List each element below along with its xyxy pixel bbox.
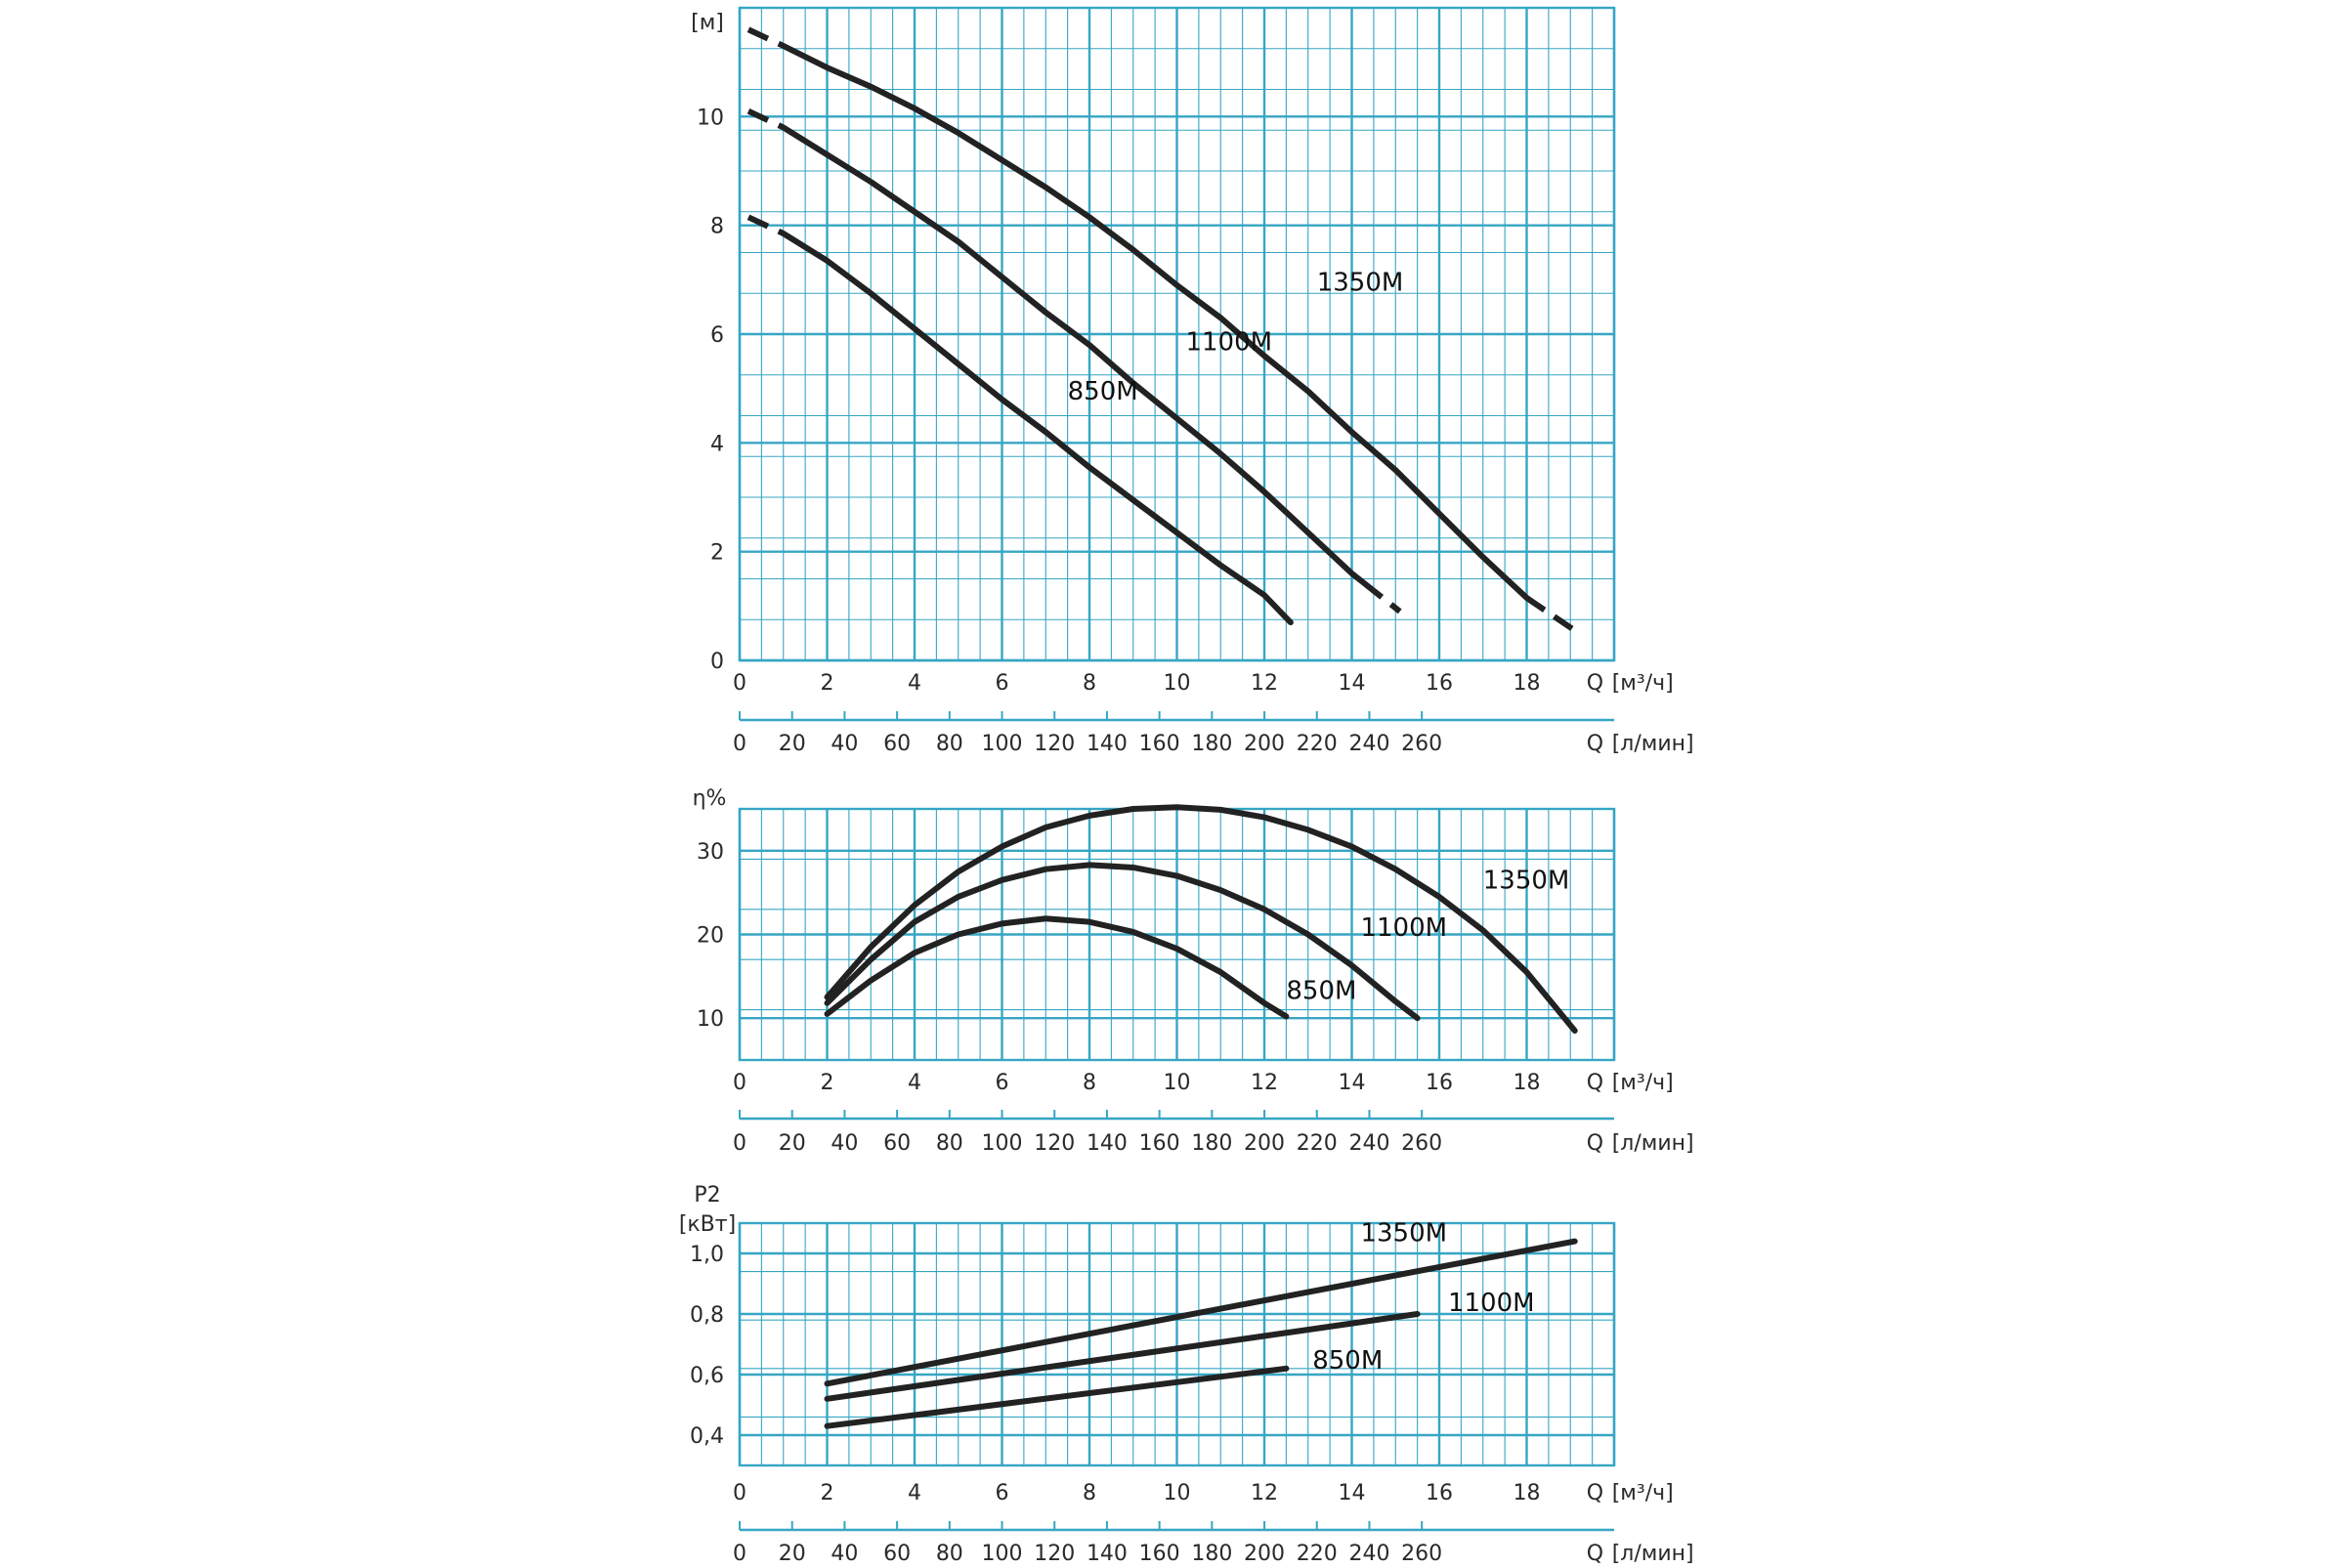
chart1-x2-tick-label: 180 bbox=[1191, 732, 1233, 756]
chart3-x-tick-label: 18 bbox=[1513, 1481, 1541, 1505]
chart1-curve-1350m-dashed-start bbox=[748, 29, 792, 50]
chart3-y-tick-label: 0,6 bbox=[690, 1364, 724, 1388]
chart3-x-axis-unit: [м³/ч] bbox=[1611, 1481, 1674, 1505]
chart3-x-tick-label: 0 bbox=[733, 1481, 746, 1505]
chart3-x2-axis-unit: [л/мин] bbox=[1611, 1542, 1694, 1563]
chart1-curve-1100m-dashed-start bbox=[748, 111, 792, 133]
chart3-x-axis-title: Q bbox=[1586, 1481, 1604, 1505]
chart1-x-axis-unit: [м³/ч] bbox=[1611, 671, 1674, 696]
chart2-x2-tick-label: 40 bbox=[831, 1131, 859, 1156]
chart3-x2-tick-label: 200 bbox=[1244, 1542, 1286, 1563]
chart3-y-axis-title-unit: [кВт] bbox=[678, 1212, 737, 1237]
chart2-x2-tick-label: 220 bbox=[1296, 1131, 1338, 1156]
chart3-x2-axis-title: Q bbox=[1586, 1542, 1604, 1563]
chart1-y-axis-title: [м] bbox=[691, 11, 724, 35]
chart1-series-label-1350m: 1350M bbox=[1316, 268, 1404, 298]
chart3-x2-tick-label: 220 bbox=[1296, 1542, 1338, 1563]
chart1-x2-tick-label: 0 bbox=[733, 732, 746, 756]
chart3-x2-tick-label: 80 bbox=[935, 1542, 963, 1563]
chart3-x2-tick-label: 60 bbox=[883, 1542, 912, 1563]
chart1-x2-tick-label: 220 bbox=[1296, 732, 1338, 756]
chart1-x2-tick-label: 60 bbox=[883, 732, 912, 756]
chart1-y-tick-label: 6 bbox=[710, 323, 724, 348]
chart1-curve-1350m-dashed-end bbox=[1527, 598, 1575, 630]
chart3-x2-tick-label: 0 bbox=[733, 1542, 746, 1563]
chart2-x2-tick-label: 120 bbox=[1034, 1131, 1076, 1156]
chart2-x-tick-label: 14 bbox=[1338, 1071, 1366, 1095]
chart3-x2-tick-label: 120 bbox=[1034, 1542, 1076, 1563]
chart3-x-tick-label: 14 bbox=[1338, 1481, 1366, 1505]
chart1-y-tick-label: 2 bbox=[710, 540, 724, 566]
chart2-x2-tick-label: 200 bbox=[1244, 1131, 1286, 1156]
chart2-x-axis-title: Q bbox=[1586, 1071, 1604, 1095]
chart2-y-tick-label: 20 bbox=[697, 923, 724, 949]
chart3-series-label-1350m: 1350M bbox=[1360, 1218, 1448, 1249]
chart2-x2-tick-label: 160 bbox=[1138, 1131, 1180, 1156]
chart1-x-axis-title: Q bbox=[1586, 671, 1604, 696]
chart3-x-tick-label: 6 bbox=[995, 1481, 1009, 1505]
chart3-x2-tick-label: 180 bbox=[1191, 1542, 1233, 1563]
chart2-series-label-1350m: 1350M bbox=[1482, 866, 1570, 896]
chart1-x2-tick-label: 40 bbox=[831, 732, 859, 756]
chart3-x2-tick-label: 240 bbox=[1348, 1542, 1390, 1563]
chart1-x-tick-label: 16 bbox=[1426, 671, 1453, 696]
chart1-x2-tick-label: 200 bbox=[1244, 732, 1286, 756]
chart2-series-label-850m: 850M bbox=[1286, 976, 1357, 1006]
chart2-x2-tick-label: 140 bbox=[1086, 1131, 1128, 1156]
chart3-x-tick-label: 12 bbox=[1251, 1481, 1278, 1505]
chart2-x2-tick-label: 80 bbox=[935, 1131, 963, 1156]
chart1-x-tick-label: 14 bbox=[1338, 671, 1366, 696]
chart1-x-tick-label: 0 bbox=[733, 671, 746, 696]
chart2-x2-tick-label: 100 bbox=[981, 1131, 1023, 1156]
chart1-x2-tick-label: 120 bbox=[1034, 732, 1076, 756]
chart2-x2-tick-label: 260 bbox=[1401, 1131, 1443, 1156]
chart2-x-tick-label: 16 bbox=[1426, 1071, 1453, 1095]
chart2-x2-tick-label: 0 bbox=[733, 1131, 746, 1156]
chart1-y-tick-label: 0 bbox=[710, 650, 724, 674]
chart1-x2-tick-label: 260 bbox=[1401, 732, 1443, 756]
chart2-x2-axis-unit: [л/мин] bbox=[1611, 1131, 1694, 1156]
chart2-x-tick-label: 12 bbox=[1251, 1071, 1278, 1095]
chart3-y-tick-label: 1,0 bbox=[690, 1243, 724, 1267]
chart1-x-tick-label: 10 bbox=[1163, 671, 1191, 696]
chart1-x-tick-label: 4 bbox=[908, 671, 921, 696]
chart2-y-axis-title: η% bbox=[692, 786, 727, 811]
chart2-y-tick-label: 30 bbox=[697, 839, 724, 865]
chart2-x-tick-label: 4 bbox=[908, 1071, 921, 1095]
chart1-x2-tick-label: 240 bbox=[1348, 732, 1390, 756]
chart1-x-tick-label: 6 bbox=[995, 671, 1009, 696]
chart1-x-tick-label: 8 bbox=[1083, 671, 1096, 696]
chart2-x-tick-label: 2 bbox=[820, 1071, 834, 1095]
chart1-curve-1100m-dashed-end bbox=[1365, 584, 1400, 612]
chart1-x2-axis-title: Q bbox=[1586, 732, 1604, 756]
chart3-x2-tick-label: 100 bbox=[981, 1542, 1023, 1563]
chart1-curve-850m bbox=[792, 239, 1291, 622]
chart1-x2-tick-label: 140 bbox=[1086, 732, 1128, 756]
chart3-x2-tick-label: 260 bbox=[1401, 1542, 1443, 1563]
chart2-curve-1350m bbox=[828, 807, 1575, 1031]
chart2-series-label-1100m: 1100M bbox=[1360, 913, 1448, 944]
chart1-series-label-850m: 850M bbox=[1067, 376, 1138, 406]
chart3-x-tick-label: 16 bbox=[1426, 1481, 1453, 1505]
chart1-curve-850m-dashed-start bbox=[748, 217, 792, 238]
chart2-curve-850m bbox=[828, 918, 1287, 1016]
chart3-x2-tick-label: 140 bbox=[1086, 1542, 1128, 1563]
chart2-x-tick-label: 6 bbox=[995, 1071, 1009, 1095]
chart3-y-tick-label: 0,4 bbox=[690, 1424, 724, 1449]
chart3-series-label-1100m: 1100M bbox=[1447, 1288, 1535, 1318]
chart1-series-label-1100m: 1100M bbox=[1185, 327, 1273, 358]
chart1-curve-1100m bbox=[792, 133, 1365, 584]
chart1-x-tick-label: 2 bbox=[820, 671, 834, 696]
chart3-x2-tick-label: 40 bbox=[831, 1542, 859, 1563]
chart3-x-tick-label: 8 bbox=[1083, 1481, 1096, 1505]
chart3-x2-tick-label: 20 bbox=[778, 1542, 806, 1563]
chart1-x2-tick-label: 160 bbox=[1138, 732, 1180, 756]
chart2-x-axis-unit: [м³/ч] bbox=[1611, 1071, 1674, 1095]
chart1-x2-tick-label: 80 bbox=[935, 732, 963, 756]
chart2-x-tick-label: 0 bbox=[733, 1071, 746, 1095]
chart1-x2-axis-unit: [л/мин] bbox=[1611, 732, 1694, 756]
chart1-y-tick-label: 4 bbox=[710, 432, 724, 457]
chart3-x-tick-label: 10 bbox=[1163, 1481, 1191, 1505]
chart2-x2-axis-title: Q bbox=[1586, 1131, 1604, 1156]
chart1-x2-tick-label: 100 bbox=[981, 732, 1023, 756]
chart3-y-axis-title: P2 bbox=[694, 1183, 721, 1208]
chart1-y-tick-label: 8 bbox=[710, 214, 724, 239]
chart2-x-tick-label: 8 bbox=[1083, 1071, 1096, 1095]
chart3-series-label-850m: 850M bbox=[1312, 1345, 1384, 1376]
chart2-x-tick-label: 18 bbox=[1513, 1071, 1541, 1095]
chart3-x-tick-label: 4 bbox=[908, 1481, 921, 1505]
chart2-y-tick-label: 10 bbox=[697, 1007, 724, 1033]
chart1-x2-tick-label: 20 bbox=[778, 732, 806, 756]
chart3-x-tick-label: 2 bbox=[820, 1481, 834, 1505]
chart3-y-tick-label: 0,8 bbox=[690, 1303, 724, 1328]
chart1-y-tick-label: 10 bbox=[697, 106, 724, 131]
chart3-x2-tick-label: 160 bbox=[1138, 1542, 1180, 1563]
chart2-x2-tick-label: 60 bbox=[883, 1131, 912, 1156]
chart2-x-tick-label: 10 bbox=[1163, 1071, 1191, 1095]
chart1-x-tick-label: 18 bbox=[1513, 671, 1541, 696]
chart2-x2-tick-label: 180 bbox=[1191, 1131, 1233, 1156]
chart1-x-tick-label: 12 bbox=[1251, 671, 1278, 696]
chart2-x2-tick-label: 20 bbox=[778, 1131, 806, 1156]
chart2-x2-tick-label: 240 bbox=[1348, 1131, 1390, 1156]
chart1-curve-1350m bbox=[792, 50, 1527, 598]
